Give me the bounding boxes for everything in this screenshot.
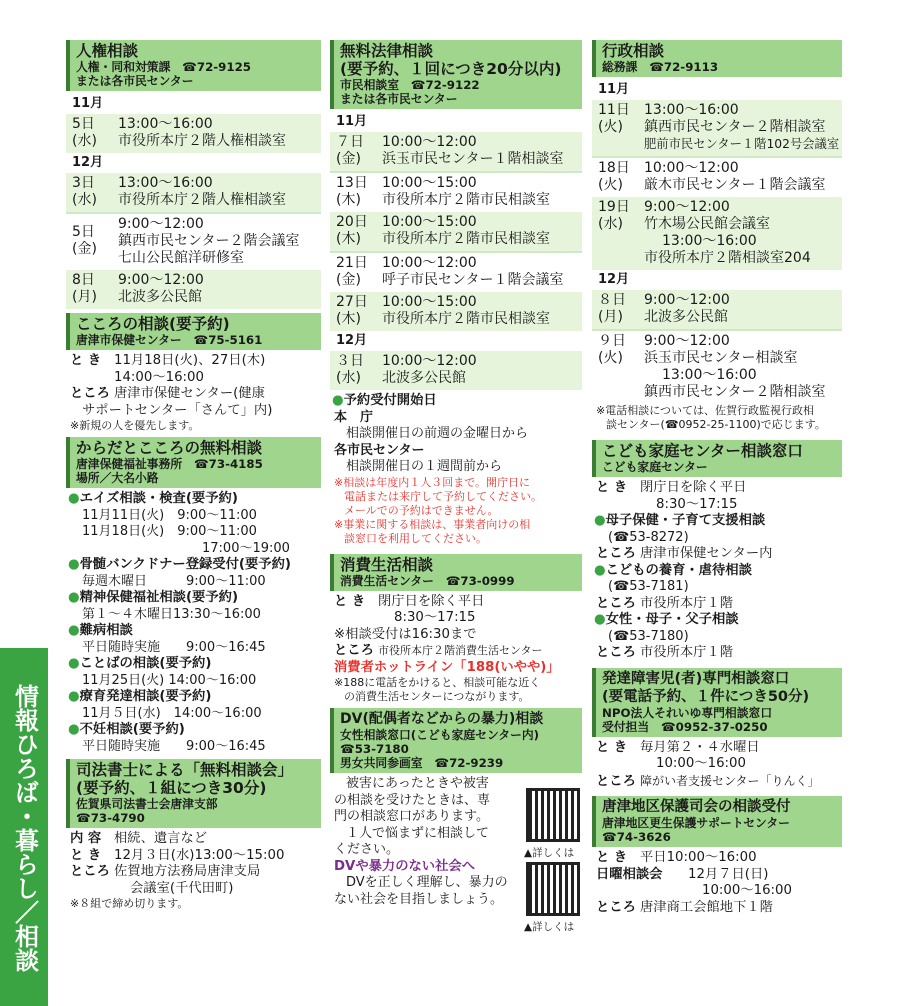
section-contact-3: 男女共同参画室 ☎72-9239 [340, 756, 504, 770]
bullet-item: ● エイズ相談・検査(要予約) [66, 491, 321, 508]
detail: 相談開催日の１週間前から [346, 459, 503, 474]
section-shohi [330, 554, 582, 705]
info-row: ところ 市役所本庁１階 [596, 595, 734, 611]
bullet-item: ● 予約受付開始日 [330, 393, 582, 410]
month-label: 11月 [598, 82, 630, 97]
section-karada [66, 437, 321, 755]
note: ※新規の人を優先します。 [70, 419, 200, 432]
note: ※８組で締め切ります。 [70, 897, 189, 910]
info-row: 10:00〜16:00 [656, 756, 746, 771]
entry-date: 13日 (木) [336, 175, 368, 208]
entry-place: 市役所本庁２階人権相談室 [118, 192, 286, 208]
section-header [66, 759, 321, 828]
info-row: ところ 唐津市保健センター内 [596, 546, 773, 561]
schedule-entry [592, 100, 842, 156]
bullet-item: ● こどもの養育・虐待相談 [592, 563, 842, 580]
entry-time: 13:00〜16:00 [118, 175, 213, 191]
section-header [66, 313, 321, 350]
info-row: 10:00〜16:00 [702, 883, 792, 898]
schedule-entry [592, 156, 842, 197]
bullet-item: ● 女性・母子・父子相談 [592, 612, 842, 629]
entry-time: 10:00〜12:00 [382, 134, 477, 150]
schedule-entry [592, 329, 842, 404]
side-label: 情報ひろば・暮らし／相談 [10, 684, 39, 972]
entry-time: 10:00〜15:00 [382, 294, 477, 310]
section-header [592, 440, 842, 477]
entry-time: 10:00〜15:00 [382, 214, 477, 230]
section-title: 発達障害児(者)専門相談窓口 [602, 670, 790, 687]
note: 談センター(☎0952-25-1100)で応じます。 [606, 418, 826, 431]
qr-label: ▲詳しくは [524, 847, 575, 859]
section-hogo [592, 796, 842, 916]
schedule-entry [330, 292, 582, 331]
bullet-detail: (☎53-8272) [608, 529, 689, 545]
entry-date: 21日 (金) [336, 255, 368, 288]
info-row: 会議室(千代田町) [130, 880, 234, 896]
section-contact: 唐津市保健センター ☎75-5161 [76, 333, 263, 347]
section-title: こども家庭センター相談窓口 [602, 442, 803, 460]
info-row: と き 12月３日(水)13:00〜15:00 [70, 847, 285, 863]
section-title: 消費生活相談 [340, 555, 434, 574]
entry-place: 市役所本庁２階人権相談室 [118, 133, 286, 149]
entry-date: 20日 (木) [336, 214, 368, 247]
bullet-detail: 平日随時実施 9:00〜16:45 [82, 639, 266, 655]
month-label: 12月 [598, 272, 630, 287]
info-row: 日曜相談会 12月７日(日) [596, 866, 769, 882]
entry-time-2: 13:00〜16:00 [662, 233, 757, 249]
section-kodomo [592, 440, 842, 662]
bullet-detail: 毎週木曜日 9:00〜11:00 [82, 573, 266, 589]
entry-time: 9:00〜12:00 [118, 272, 204, 288]
entry-time: 9:00〜12:00 [644, 199, 730, 215]
section-horitsu [330, 40, 582, 546]
bullet-item: ● 骨髄バンクドナー登録受付(要予約) [66, 557, 321, 574]
section-contact-2: 場所／大名小路 [76, 471, 159, 485]
info-row: 8:30〜17:15 [656, 496, 738, 512]
section-title-2: (要電話予約、１件につき50分) [602, 688, 810, 705]
highlight-heading: DVや暴力のない社会へ [334, 858, 475, 874]
bullet-detail: 11月11日(火) 9:00〜11:00 [82, 507, 257, 523]
entry-date: 18日 (火) [598, 160, 630, 193]
section-header [330, 40, 582, 109]
hotline: 消費者ホットライン「188(いやや)」 [334, 659, 560, 675]
section-contact-2: ☎53-7180 [340, 742, 409, 756]
schedule-entry [330, 251, 582, 292]
schedule-entry [330, 212, 582, 251]
entry-place: 竹木場公民館会議室 [644, 216, 770, 232]
note-red: 電話または来庁して予約してください。 [344, 489, 542, 503]
column-3 [592, 40, 842, 916]
section-header [330, 554, 582, 591]
schedule-entry [330, 171, 582, 212]
body-text: ください。 [334, 842, 400, 857]
entry-place-2: 七山公民館洋研修室 [118, 250, 244, 266]
entry-place: 市役所本庁２階市民相談室 [382, 192, 550, 208]
note-red: ※事業に関する相談は、事業者向けの相 [334, 517, 531, 531]
info-row: と き 毎月第２・４水曜日 [596, 739, 760, 755]
section-kokoro [66, 313, 321, 433]
section-contact: 人権・同和対策課 ☎72-9125 [76, 60, 252, 74]
section-header [592, 668, 842, 737]
section-title: 唐津地区保護司会の相談受付 [602, 799, 791, 815]
info-row: ところ 唐津商工会館地下１階 [596, 899, 773, 915]
bullet-detail: (☎53-7180) [608, 628, 689, 644]
sub-heading: 本 庁 [334, 409, 374, 425]
entry-place: 浜玉市民センター相談室 [644, 350, 798, 366]
entry-place-2: 肥前市民センター１階102号会議室 [644, 137, 840, 151]
dv-body [330, 776, 520, 908]
sub-heading: 各市民センター [334, 442, 425, 458]
section-contact: 女性相談窓口(こども家庭センター内) [340, 728, 540, 742]
bullet-item: ● 療育発達相談(要予約) [66, 689, 321, 706]
section-header [66, 40, 321, 91]
section-contact-2: または各市民センター [340, 92, 458, 106]
info-row: ところ 佐賀地方法務局唐津支局 [70, 864, 261, 879]
qr-label-2: ▲詳しくは [524, 921, 575, 933]
info-row: サポートセンター「さんて」内) [82, 402, 273, 418]
section-contact: 消費生活センター ☎73-0999 [340, 573, 515, 588]
entry-place: 市役所本庁２階市民相談室 [382, 311, 550, 327]
note-red: メールでの予約はできません。 [344, 503, 499, 517]
side-label-bar [0, 648, 48, 1006]
schedule-entry [330, 132, 582, 171]
entry-date: 27日 (木) [336, 294, 368, 327]
entry-place: 鎮西市民センター２階相談室 [644, 119, 826, 135]
section-title: 司法書士による「無料相談会」 [76, 761, 294, 779]
section-title: からだとこころの無料相談 [76, 439, 263, 457]
entry-time: 9:00〜12:00 [644, 292, 730, 308]
entry-date: 11日 (火) [598, 102, 630, 135]
info-row: ※相談受付は16:30まで [334, 626, 477, 642]
entry-date: 19日 (水) [598, 199, 630, 232]
section-contact: こども家庭センター [602, 460, 708, 474]
info-row: ところ 市役所本庁１階 [596, 645, 734, 660]
section-contact: 唐津保健福祉事務所 ☎73-4185 [76, 457, 263, 471]
bullet-detail: 17:00〜19:00 [202, 540, 290, 556]
info-row: 14:00〜16:00 [114, 369, 204, 385]
qr-code[interactable] [526, 788, 580, 842]
entry-time: 10:00〜12:00 [382, 255, 477, 271]
section-contact: 唐津地区更生保護サポートセンター [602, 816, 790, 830]
entry-place: 浜玉市民センター１階相談室 [382, 151, 564, 167]
info-row: と き 平日10:00〜16:00 [596, 850, 757, 865]
month-label: 12月 [72, 155, 104, 170]
section-header [592, 40, 842, 77]
entry-time: 13:00〜16:00 [644, 102, 739, 118]
entry-time: 9:00〜12:00 [644, 333, 730, 349]
entry-date: 3日 (水) [72, 175, 97, 208]
section-contact-2: 受付担当 ☎0952-37-0250 [602, 719, 768, 734]
body-text: ない社会を目指しましょう。 [334, 891, 504, 907]
body-text: １人で悩まずに相談して [346, 825, 490, 841]
section-hattatsu [592, 668, 842, 791]
entry-place: 鎮西市民センター２階会議室 [118, 233, 300, 249]
bullet-item: ● 不妊相談(要予約) [66, 722, 321, 739]
info-row: と き 閉庁日を除く平日 [334, 593, 485, 609]
section-gyosei [592, 40, 842, 432]
note-red: ※相談は年度内１人３回まで。開庁日に [334, 475, 530, 489]
entry-place: 北波多公民館 [118, 289, 202, 305]
body-text: 被害にあったときや被害 [346, 776, 489, 791]
entry-place: 厳木市民センター１階会議室 [644, 177, 826, 193]
bullet-detail: 11月５日(水) 14:00〜16:00 [82, 705, 262, 721]
section-contact: 総務課 ☎72-9113 [602, 60, 719, 74]
section-shiho [66, 759, 321, 911]
entry-date: 5日 (金) [72, 224, 97, 257]
schedule-entry [330, 351, 582, 390]
column-1 [66, 40, 321, 911]
entry-date: 5日 (水) [72, 116, 97, 149]
bullet-detail: 平日随時実施 9:00〜16:45 [82, 738, 266, 754]
month-label: 12月 [336, 333, 368, 348]
section-contact: 市民相談室 ☎72-9122 [340, 78, 480, 92]
section-contact: NPO法人それいゆ専門相談窓口 [602, 705, 773, 720]
body-text: 門の相談窓口があります。 [334, 809, 489, 824]
schedule-entry [592, 197, 842, 270]
entry-date: ９日 (火) [598, 333, 626, 366]
info-row: と き 閉庁日を除く平日 [596, 480, 747, 495]
section-jinken [66, 40, 321, 309]
bullet-detail: 11月25日(火) 14:00〜16:00 [82, 672, 257, 688]
section-header [592, 796, 842, 847]
note-red: 談窓口を利用してください。 [344, 531, 487, 545]
entry-place: 市役所本庁２階市民相談室 [382, 231, 550, 247]
section-title: DV(配偶者などからの暴力)相談 [340, 711, 544, 727]
section-contact-2: ☎73-4790 [76, 811, 145, 825]
schedule-entry [592, 290, 842, 329]
info-row: 8:30〜17:15 [394, 610, 476, 625]
schedule-entry [66, 173, 321, 212]
month-label: 11月 [336, 114, 368, 129]
section-header [330, 708, 582, 773]
info-row: ところ 障がい者支援センター「りんく」 [596, 773, 820, 789]
bullet-detail: 第１〜４木曜日13:30〜16:00 [82, 606, 261, 622]
entry-date: ３日 (水) [336, 353, 364, 386]
section-header [66, 437, 321, 488]
entry-place: 呼子市民センター１階会議室 [382, 272, 564, 288]
entry-place: 北波多公民館 [644, 309, 728, 325]
section-contact: 佐賀県司法書士会唐津支部 [76, 797, 218, 811]
body-text: DVを正しく理解し、暴力の [346, 875, 508, 890]
schedule-entry [66, 114, 321, 153]
entry-time: 9:00〜12:00 [118, 216, 204, 232]
month-label: 11月 [72, 96, 104, 111]
bullet-item: ● 母子保健・子育て支援相談 [592, 513, 842, 530]
bullet-item: ● ことばの相談(要予約) [66, 656, 321, 673]
info-row: 内 容 相続、遺言など [70, 831, 208, 846]
section-title: こころの相談(要予約) [76, 315, 230, 333]
section-title-2: (要予約、１回につき20分以内) [340, 60, 562, 78]
entry-time: 10:00〜12:00 [644, 160, 739, 176]
entry-date: 8日 (月) [72, 272, 97, 305]
section-title: 人権相談 [76, 42, 139, 60]
entry-place-2: 市役所本庁２階相談室204 [644, 250, 811, 266]
section-contact-2: ☎74-3626 [602, 830, 671, 844]
entry-time: 13:00〜16:00 [118, 116, 213, 132]
entry-time-2: 13:00〜16:00 [662, 367, 757, 383]
entry-date: ８日 (月) [598, 292, 626, 325]
qr-code-2[interactable] [526, 862, 580, 916]
schedule-entry [66, 270, 321, 309]
info-row: ところ 市役所本庁２階消費生活センター [334, 643, 543, 658]
detail: 相談開催日の前週の金曜日から [346, 426, 529, 441]
bullet-detail: (☎53-7181) [608, 579, 689, 594]
info-row: ところ 唐津市保健センター(健康 [70, 386, 265, 401]
note: の消費生活センターにつながります。 [344, 690, 530, 703]
bullet-item: ● 難病相談 [66, 623, 321, 640]
body-text: の相談を受けたときは、専 [334, 792, 491, 808]
note: ※電話相談については、佐賀行政監視行政相 [596, 404, 814, 417]
section-contact-2: または各市民センター [76, 74, 194, 88]
section-title-2: (要予約、１組につき30分) [76, 779, 267, 797]
bullet-item: ● 精神保健福祉相談(要予約) [66, 590, 321, 607]
entry-place-2: 鎮西市民センター２階相談室 [644, 384, 826, 400]
note: ※188に電話をかけると、相談可能な近く [334, 676, 541, 689]
entry-place: 北波多公民館 [382, 370, 466, 386]
info-row: と き 11月18日(火)、27日(木) [70, 353, 266, 368]
entry-date: ７日 (金) [336, 134, 364, 167]
entry-time: 10:00〜12:00 [382, 353, 477, 369]
section-title: 行政相談 [602, 42, 665, 60]
section-title: 無料法律相談 [340, 42, 434, 60]
column-2 [330, 40, 582, 933]
entry-time: 10:00〜15:00 [382, 175, 477, 191]
schedule-entry [66, 212, 321, 270]
section-dv [330, 708, 582, 933]
bullet-detail: 11月18日(火) 9:00〜11:00 [82, 524, 257, 539]
